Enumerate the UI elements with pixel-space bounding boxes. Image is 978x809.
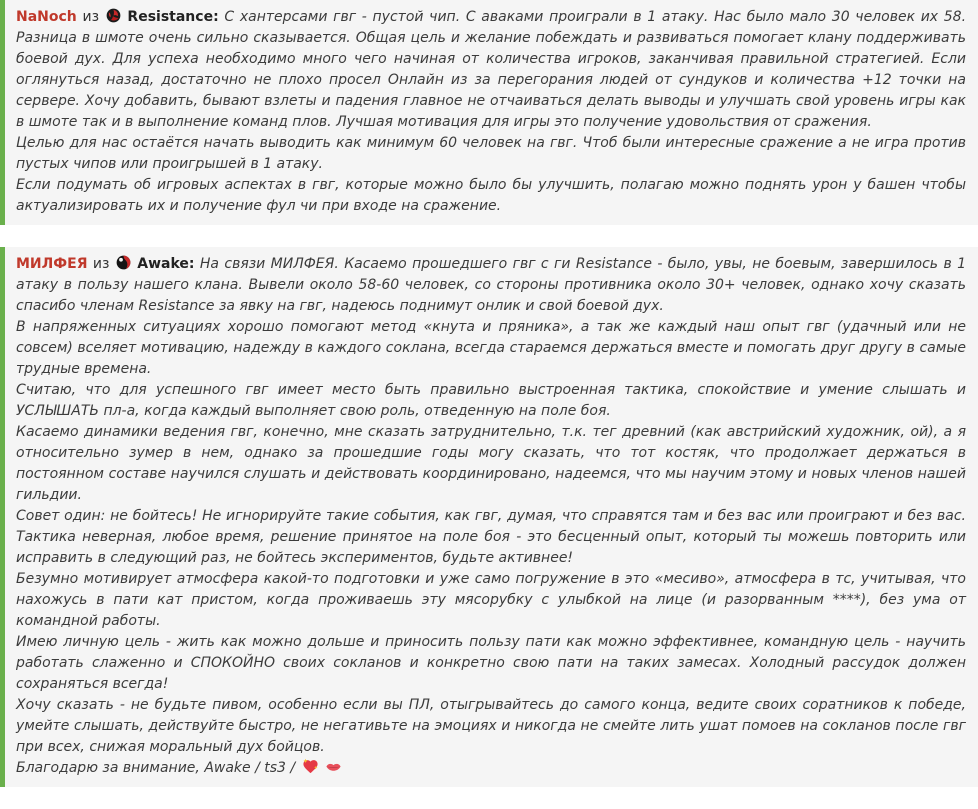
- quote-paragraph: Совет один: не бойтесь! Не игнорируйте такие события, как гвг, думая, что справятся там и без вас или проиграют и без вас. Тактика неверная, любое время, решение принятое на поле боя - это бесценный опыт, который ты можешь повторить или исправить в следующий раз, не бойтесь экспериментов, будьте активнее!: [16, 508, 966, 566]
- quote-paragraph: Если подумать об игровых аспектах в гвг, которые можно было бы улучшить, полагаю можно поднять урон у башен чтобы актуализировать их и получение фул чи при входе на сражение.: [16, 177, 966, 214]
- quote-text: На связи МИЛФЕЯ. Касаемо прошедшего гвг с ги Resistance - было, увы, не боевым, завершилось в 1 атаку в пользу нашего клана. Вывели около 58-60 человек, со стороны противника около 30+ человек, однако хочу сказать спасибо членам Resistance за явку на гвг, надеюсь поднимут онлик и свой боевой дух.: [16, 256, 966, 314]
- quote-paragraph: В напряженных ситуациях хорошо помогают метод «кнута и пряника», а так же каждый наш опыт гвг (удачный или не совсем) вселяет мотивацию, надежду в каждого соклана, всегда стараемся держаться вместе и помогать друг другу в самые трудные времена.: [16, 319, 966, 377]
- preposition-label: из: [82, 9, 100, 25]
- author-name: МИЛФЕЯ: [16, 256, 88, 272]
- lips-icon: [325, 758, 342, 775]
- quote-paragraph: Безумно мотивирует атмосфера какой-то подготовки и уже само погружение в это «месиво», атмосфера в тс, учитывая, что нахожусь в пати кат пристом, когда проживаешь эту мясорубку с улыбкой на лице (и разорванным ****), без ума от командной работы.: [16, 571, 966, 629]
- quote-paragraph: Имею личную цель - жить как можно дольше и приносить пользу пати как можно эффективнее, командную цель - научить работать слаженно и СПОКОЙНО своих сокланов и конкретно свою пати на таких замесах. Холодный рассудок должен сохраняться всегда!: [16, 634, 966, 692]
- author-name: NaNoch: [16, 9, 77, 25]
- quote-paragraph: Считаю, что для успешного гвг имеет место быть правильно выстроенная тактика, спокойствие и умение слышать и УСЛЫШАТЬ пл-а, когда каждый выполняет свою роль, отведенную на поле боя.: [16, 382, 966, 419]
- quote-paragraph: Хочу сказать - не будьте пивом, особенно если вы ПЛ, отыгрывайтесь до самого конца, ведите своих соратников к победе, умейте слышать, действуйте быстро, не негативьте на эмоциях и никогда не смейте лить ушат помоев на сокланов после гвг при всех, снижая моральный дух бойцов.: [16, 697, 966, 755]
- quote-block-milfeya: [0, 247, 978, 787]
- quote-paragraph: Целью для нас остаётся начать выводить как минимум 60 человек на гвг. Чтоб были интересные сражение а не игра против пустых чипов или проигрышей в 1 атаку.: [16, 135, 966, 172]
- quote-paragraph: Касаемо динамики ведения гвг, конечно, мне сказать затруднительно, т.к. тег древний (как австрийский художник, ой), а я относительно зумер в нем, однако за прошедшие годы могу сказать, что тот костяк, что продолжает держаться в постоянном составе научился слушать и действовать координировано, надеемся, что мы научим этому и новых членов нашей гильдии.: [16, 424, 966, 503]
- quote-signature-line: [16, 758, 966, 779]
- clan-name: Resistance:: [127, 9, 219, 25]
- preposition-label: из: [92, 256, 110, 272]
- quote-lead-paragraph: [16, 7, 966, 133]
- quote-block-nanoch: [0, 0, 978, 225]
- quote-lead-paragraph: [16, 254, 966, 317]
- sparkling-heart-icon: [302, 758, 319, 775]
- clan-name: Awake:: [137, 256, 195, 272]
- resistance-emblem-icon: [106, 8, 121, 23]
- quote-text: С хантерсами гвг - пустой чип. С аваками проиграли в 1 атаку. Нас было мало 30 человек их 58. Разница в шмоте очень сильно сказывается. Общая цель и желание побеждать и развиваться помогает клану поддерживать боевой дух. Для успеха необходимо много чего начиная от количества игроков, заканчивая правильной стратегией. Если оглянуться назад, достаточно не плохо просел Онлайн из за перегорания людей от сундуков и количества +12 точки на сервере. Хочу добавить, бывают взлеты и падения главное не отчаиваться делать выводы и улучшать свой уровень игры как в шмоте так и в выполнение команд плов. Лучшая мотивация для игры это получение удовольствия от сражения.: [16, 9, 967, 130]
- awake-emblem-icon: [116, 255, 131, 270]
- signature-text: Благодарю за внимание, Awake / ts3 /: [16, 760, 296, 776]
